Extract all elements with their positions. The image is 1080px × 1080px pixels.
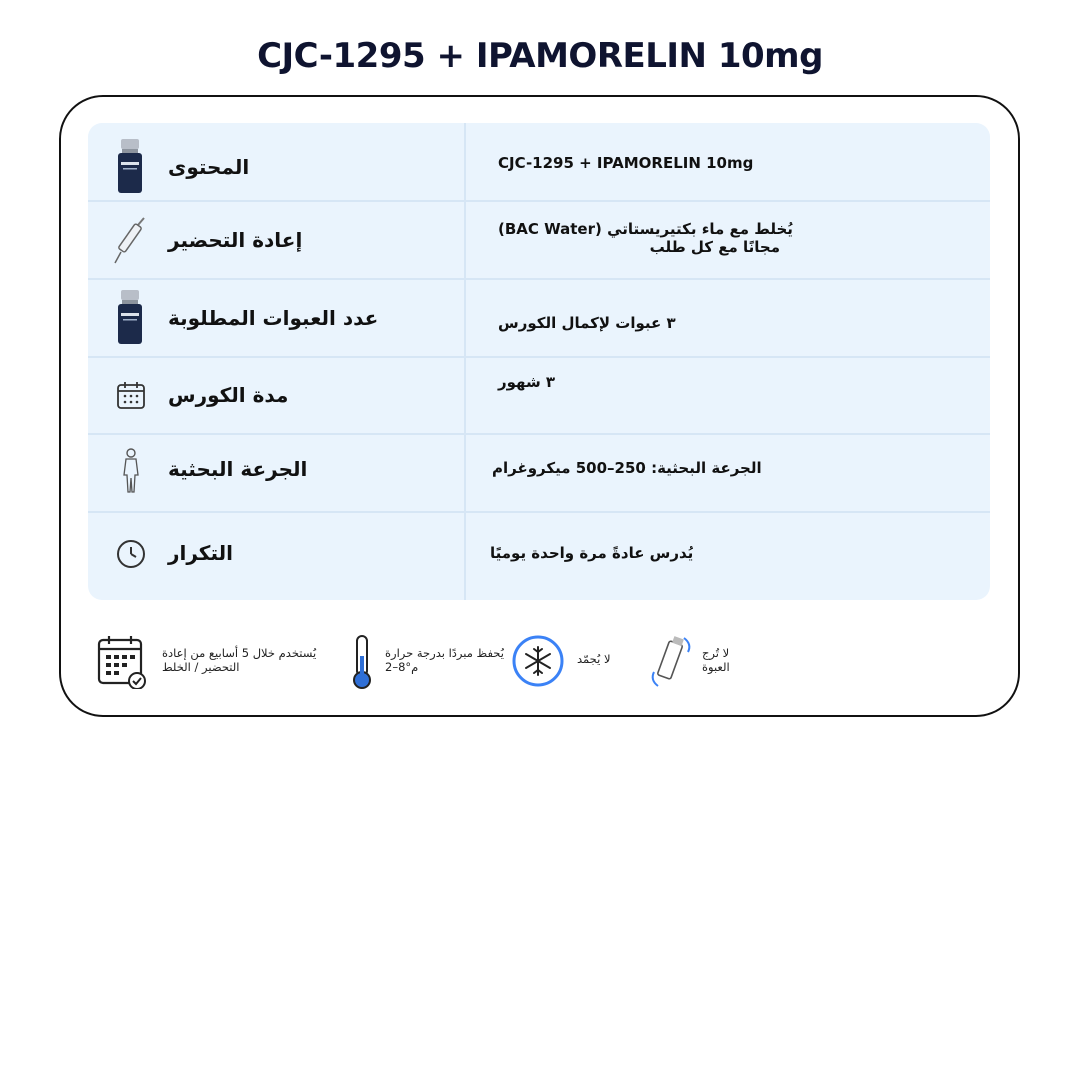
row-label-research-dose: الجرعة البحثية — [168, 457, 308, 481]
row-value-reconstitution — [498, 220, 798, 256]
row-value-frequency: يُدرس عادةً مرة واحدة يوميًا — [490, 544, 694, 562]
row-label-vials-needed: عدد العبوات المطلوبة — [168, 306, 379, 330]
row-label-content: المحتوى — [168, 155, 250, 179]
thermometer-icon — [350, 634, 374, 690]
refrigerate-line-1: يُحفظ مبردًا بدرجة حرارة — [385, 646, 504, 660]
page-title: CJC-1295 + IPAMORELIN 10mg — [257, 36, 823, 76]
reconstitution-line-2: مجانًا مع كل طلب — [649, 238, 780, 256]
clock-icon — [116, 539, 146, 569]
reconstitution-line-1: (BAC Water) يُخلط مع ماء بكتيريستاتي — [498, 220, 793, 238]
row-divider — [88, 278, 990, 280]
row-label-frequency: التكرار — [168, 541, 233, 565]
no-shake-line-1: لا تُرج — [702, 646, 730, 660]
vial-icon — [116, 289, 144, 345]
no-shake-vial-icon — [648, 632, 694, 692]
human-body-icon — [120, 448, 142, 494]
row-value-content: CJC-1295 + IPAMORELIN 10mg — [498, 154, 754, 172]
note-refrigerate — [350, 628, 510, 698]
use-within-line-2: التحضير / الخلط — [162, 660, 240, 674]
row-value-vials-needed: ٣ عبوات لإكمال الكورس — [498, 314, 676, 332]
column-divider — [464, 123, 466, 600]
row-divider — [88, 511, 990, 513]
storage-notes — [0, 628, 1080, 698]
row-divider — [88, 433, 990, 435]
row-value-research-dose: الجرعة البحثية: 250–500 ميكروغرام — [492, 459, 762, 477]
row-divider — [88, 200, 990, 202]
row-label-reconstitution: إعادة التحضير — [168, 228, 303, 252]
row-divider — [88, 356, 990, 358]
calendar-icon — [116, 380, 146, 410]
no-shake-line-2: العبوة — [702, 660, 730, 674]
vial-icon — [116, 138, 144, 194]
row-value-course-duration: ٣ شهور — [498, 373, 556, 391]
use-within-line-1: يُستخدم خلال 5 أسابيع من إعادة — [162, 646, 317, 660]
note-use-within — [96, 628, 326, 698]
note-no-shake — [648, 628, 748, 698]
snowflake-icon — [511, 634, 565, 688]
row-label-course-duration: مدة الكورس — [168, 383, 289, 407]
refrigerate-line-2: 2–8°م — [385, 660, 419, 674]
syringe-icon — [112, 215, 148, 265]
no-freeze-text: لا يُجمّد — [577, 652, 611, 666]
note-no-freeze — [511, 628, 621, 698]
info-table — [88, 123, 990, 600]
calendar-check-icon — [96, 633, 148, 689]
